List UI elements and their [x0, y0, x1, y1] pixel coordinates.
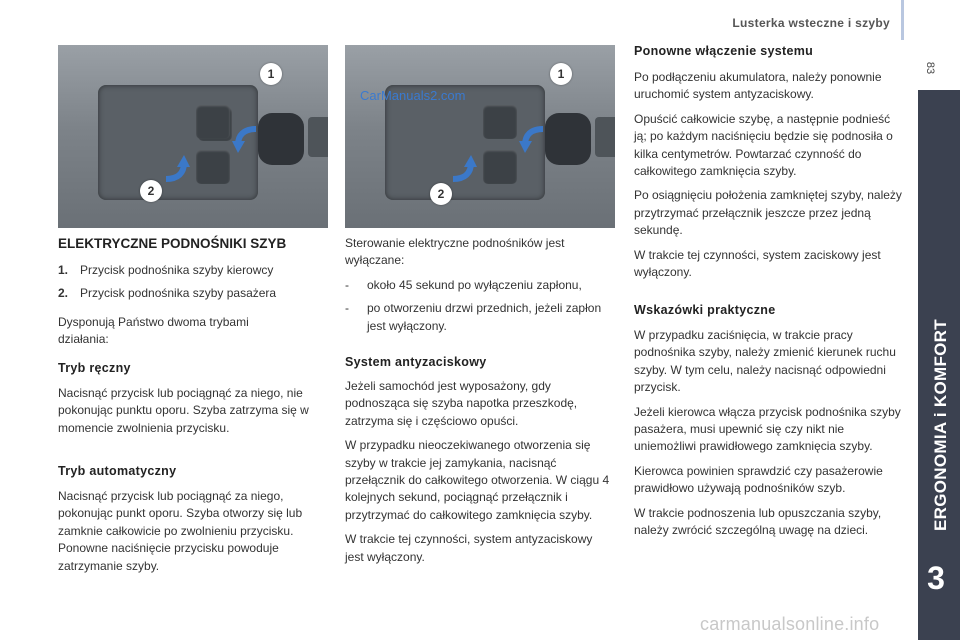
reactivation-heading: Ponowne włączenie systemu [634, 44, 814, 58]
mirror-knob [545, 113, 591, 165]
mirror-knob [258, 113, 304, 165]
window-button-passenger [196, 150, 230, 184]
list-item: 2. Przycisk podnośnika szyby pasażera [58, 286, 277, 301]
window-button-driver [196, 105, 230, 139]
mirror-pad [595, 117, 615, 157]
modes-intro: Dysponują Państwo dwoma trybami działania: [58, 315, 249, 347]
running-header: Lusterka wsteczne i szyby [732, 16, 890, 30]
tips-heading: Wskazówki praktyczne [634, 303, 776, 317]
callout-2: 2 [140, 180, 162, 202]
paragraph: Opuścić całkowicie szybę, a następnie podnieść ją; po każdym naciśnięciu będzie się podnosiła o kilka centymetrów. Powtarzać czynność do całkowitego zamknięcia szyby. [634, 111, 893, 179]
header-divider [901, 0, 904, 40]
paragraph: Jeżeli samochód jest wyposażony, gdy podnosząca się szyba napotka przeszkodę, zatrzyma się i częściowo opuści. [345, 379, 578, 428]
paragraph: W trakcie tej czynności, system zaciskowy jest wyłączony. [634, 247, 881, 280]
callout-1: 1 [550, 63, 572, 85]
control-column [345, 235, 615, 341]
window-button-driver [483, 105, 517, 139]
window-switch-photo-right [345, 45, 615, 228]
paragraph: Kierowca powinien sprawdzić czy pasażerowie prawidłowo używają podnośników szyb. [634, 463, 883, 496]
callout-2: 2 [430, 183, 452, 205]
tips-body [634, 327, 902, 546]
list-item: - około 45 sekund po wyłączeniu zapłonu, [345, 277, 582, 292]
control-intro: Sterowanie elektryczne podnośników jest wyłączane: [345, 236, 565, 268]
button-list [58, 262, 328, 309]
chapter-title: ERGONOMIA i KOMFORT [931, 319, 950, 531]
watermark-link[interactable]: CarManuals2.com [360, 88, 466, 103]
page-number: 83 [924, 61, 936, 75]
paragraph: Jeżeli kierowca włącza przycisk podnośnika szyby pasażera, musi upewnić się czy nikt nie uniemożliwi prawidłowego zamknięcia szyby. [634, 404, 901, 454]
paragraph: W trakcie tej czynności, system antyzaciskowy jest wyłączony. [345, 532, 593, 564]
antipinch-body [345, 378, 613, 573]
arrow-press-icon [517, 125, 547, 155]
manual-mode-heading: Tryb ręczny [58, 361, 131, 375]
reactivation-body [634, 69, 902, 288]
window-button-passenger [483, 150, 517, 184]
paragraph: Po podłączeniu akumulatora, należy ponownie uruchomić system antyzaciskowy. [634, 70, 882, 102]
section-title: ELEKTRYCZNE PODNOŚNIKI SZYB [58, 236, 287, 251]
auto-mode-text: Nacisnąć przycisk lub pociągnąć za niego, pokonując punkt oporu. Szyba otworzy się lub zamknie całkowicie po zwolnieniu przycisku. Ponowne naciśnięcie przycisku powoduje zatrzymanie szyby. [58, 489, 303, 573]
auto-mode-heading: Tryb automatyczny [58, 464, 177, 478]
antipinch-heading: System antyzaciskowy [345, 355, 487, 369]
arrow-press-icon [230, 125, 260, 155]
paragraph: Po osiągnięciu położenia zamkniętej szyby, należy przytrzymać przełącznik jeszcze przez jedną sekundę. [634, 188, 902, 238]
chapter-number: 3 [927, 560, 945, 596]
arrow-pull-icon [162, 153, 192, 183]
window-switch-photo-left [58, 45, 328, 228]
paragraph: W trakcie podnoszenia lub opuszczania szyby, należy zwrócić szczególną uwagę na dzieci. [634, 505, 882, 538]
paragraph: W przypadku zaciśnięcia, w trakcie pracy podnośnika szyby, należy zmienić kierunek ruchu szyby. W tym celu, należy nacisnąć odpowiedni przycisk. [634, 328, 896, 395]
manual-mode-text: Nacisnąć przycisk lub pociągnąć za niego, nie pokonując punktu oporu. Szyba zatrzyma się w momencie zwolnienia przycisku. [58, 386, 309, 435]
paragraph: W przypadku nieoczekiwanego otworzenia się szyby w trakcie jej zamykania, nacisnąć przełącznik do całkowitego otworzenia. W ciągu 4 kolejnych sekund, pociągnąć przełącznik i przytrzymać do całkowitego zamknięcia szyby. [345, 438, 610, 522]
list-item: 1. Przycisk podnośnika szyby kierowcy [58, 263, 274, 277]
arrow-pull-icon [449, 153, 479, 183]
list-item: - po otworzeniu drzwi przednich, jeżeli zapłon jest wyłączony. [345, 301, 602, 333]
callout-1: 1 [260, 63, 282, 85]
mirror-pad [308, 117, 328, 157]
footer-watermark: carmanualsonline.info [700, 614, 880, 634]
